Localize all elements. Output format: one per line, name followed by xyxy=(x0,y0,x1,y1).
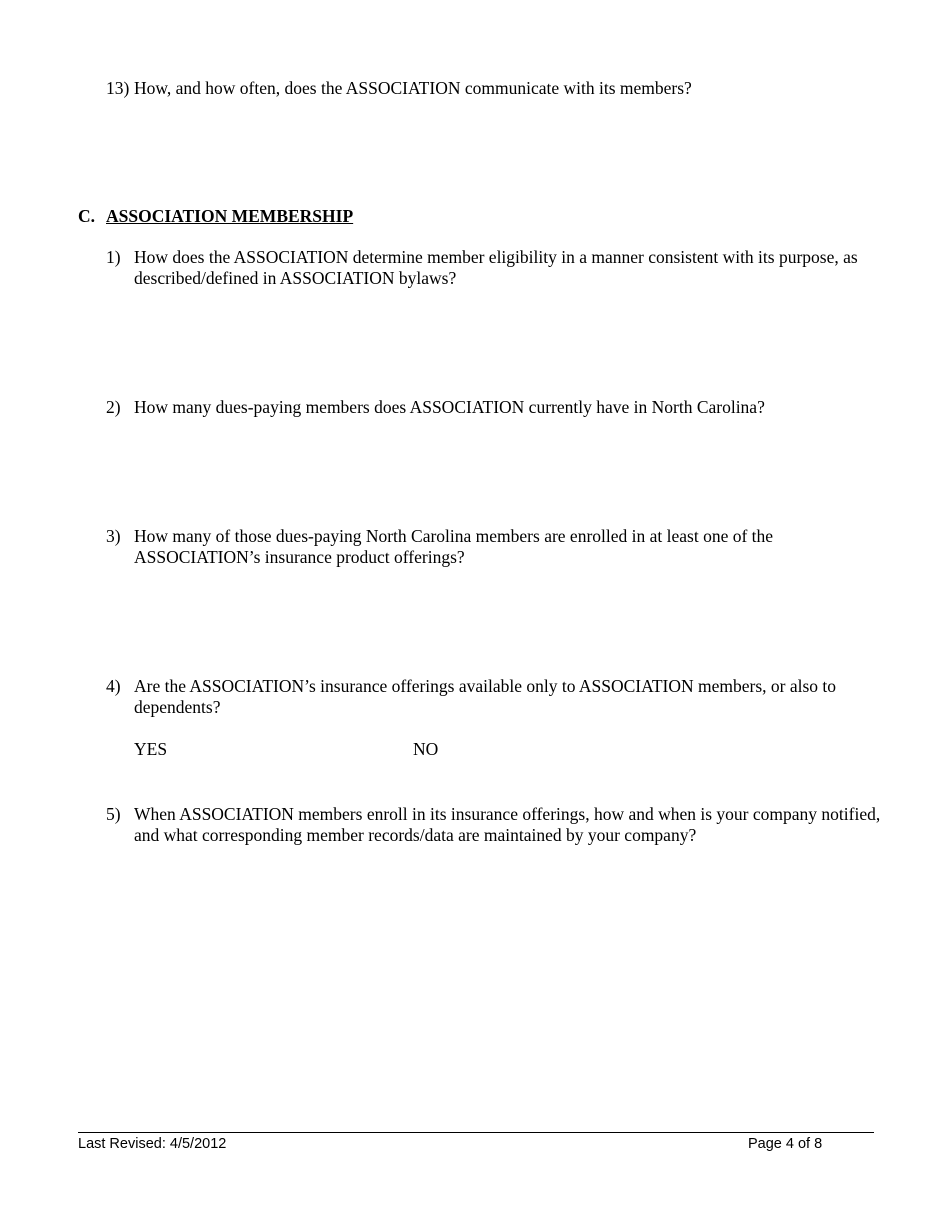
question-text: How, and how often, does the ASSOCIATION communicate with its members? xyxy=(134,78,692,98)
question-text: How many dues-paying members does ASSOCIATION currently have in North Carolina? xyxy=(134,397,765,417)
no-option[interactable]: NO xyxy=(413,739,439,759)
question-text: Are the ASSOCIATION’s insurance offerings available only to ASSOCIATION members, or also to dependents? xyxy=(134,676,837,717)
question-13 xyxy=(106,78,886,99)
yes-option[interactable]: YES xyxy=(134,739,168,759)
footer-divider xyxy=(78,1132,874,1133)
question-number: 2) xyxy=(106,397,121,417)
question-text: How many of those dues-paying North Carolina members are enrolled in at least one of the ASSOCIATION’s insurance product offerings? xyxy=(134,526,774,567)
section-title: ASSOCIATION MEMBERSHIP xyxy=(106,206,354,226)
question-number: 13) xyxy=(106,78,130,98)
page-number: Page 4 of 8 xyxy=(748,1136,823,1152)
question-number: 1) xyxy=(106,247,121,267)
question-3 xyxy=(106,526,886,568)
question-number: 5) xyxy=(106,804,121,824)
question-text: How does the ASSOCIATION determine member eligibility in a manner consistent with its purpose, as described/defined in ASSOCIATION bylaws? xyxy=(134,247,858,288)
question-1 xyxy=(106,247,886,289)
question-number: 4) xyxy=(106,676,121,696)
question-4 xyxy=(106,676,886,718)
question-number: 3) xyxy=(106,526,121,546)
section-letter: C. xyxy=(78,206,96,226)
question-5 xyxy=(106,804,886,846)
question-text: When ASSOCIATION members enroll in its insurance offerings, how and when is your company notified, and what corresponding member records/data are maintained by your company? xyxy=(134,804,881,845)
question-2 xyxy=(106,397,886,418)
last-revised: Last Revised: 4/5/2012 xyxy=(78,1136,227,1152)
